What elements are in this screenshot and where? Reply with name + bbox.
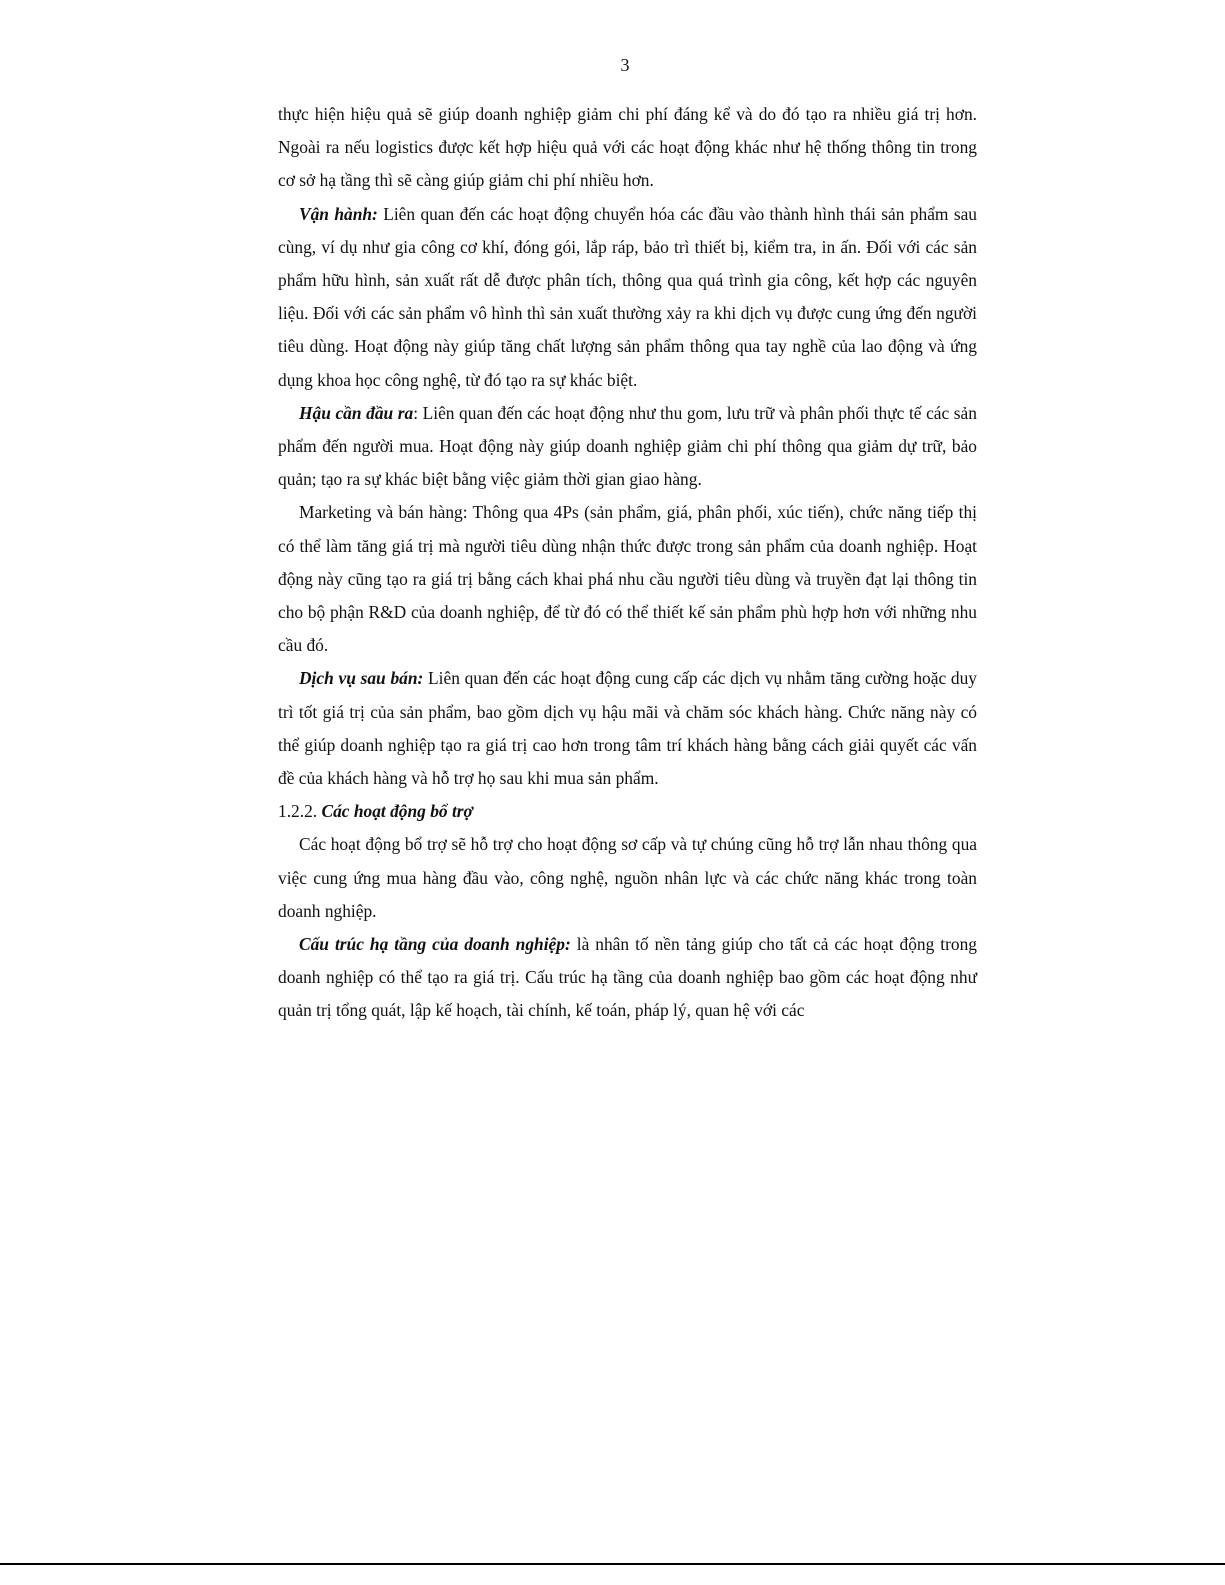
paragraph-support-activities: [278, 828, 977, 928]
section-title: Các hoạt động bổ trợ: [321, 801, 473, 822]
paragraph-text: Marketing và bán hàng: Thông qua 4Ps (sản phẩm, giá, phân phối, xúc tiến), chức năng tiếp thị có thể làm tăng giá trị mà người tiêu dùng nhận thức được trong sản phẩm của doanh nghiệp. Hoạt động này cũng tạo ra giá trị bằng cách khai phá nhu cầu người tiêu dùng và truyền đạt lại thông tin cho bộ phận R&D của doanh nghiệp, để từ đó có thể thiết kế sản phẩm phù hợp hơn với những nhu cầu đó.: [278, 502, 977, 656]
paragraph-infrastructure: [278, 928, 977, 1028]
paragraph-operations: [278, 198, 977, 397]
term-outbound-logistics: Hậu cần đầu ra: [299, 402, 414, 423]
document-body: [278, 98, 977, 1028]
paragraph-text: Liên quan đến các hoạt động chuyển hóa các đầu vào thành hình thái sản phẩm sau cùng, ví dụ như gia công cơ khí, đóng gói, lắp ráp, bảo trì thiết bị, kiểm tra, in ấn. Đối với các sản phẩm hữu hình, sản xuất rất dễ được phân tích, thông qua quá trình gia công, kết hợp các nguyên liệu. Đối với các sản phẩm vô hình thì sản xuất thường xảy ra khi dịch vụ được cung ứng đến người tiêu dùng. Hoạt động này giúp tăng chất lượng sản phẩm thông qua tay nghề của lao động và ứng dụng khoa học công nghệ, từ đó tạo ra sự khác biệt.: [278, 203, 978, 390]
paragraph-text: Các hoạt động bổ trợ sẽ hỗ trợ cho hoạt động sơ cấp và tự chúng cũng hỗ trợ lẫn nhau thông qua việc cung ứng mua hàng đầu vào, công nghệ, nguồn nhân lực và các chức năng khác trong toàn doanh nghiệp.: [278, 834, 977, 921]
paragraph-after-sales: [278, 662, 977, 795]
bottom-divider: [0, 1563, 1225, 1565]
term-operations: Vận hành:: [299, 203, 378, 224]
paragraph-text: thực hiện hiệu quả sẽ giúp doanh nghiệp giảm chi phí đáng kể và do đó tạo ra nhiều giá trị hơn. Ngoài ra nếu logistics được kết hợp hiệu quả với các hoạt động khác như hệ thống thông tin trong cơ sở hạ tầng thì sẽ càng giúp giảm chi phí nhiều hơn.: [278, 104, 977, 191]
section-heading: [278, 795, 977, 828]
paragraph-text: là nhân tố nền tảng giúp cho tất cả các hoạt động trong doanh nghiệp có thể tạo ra giá trị. Cấu trúc hạ tầng của doanh nghiệp bao gồm các hoạt động như quản trị tổng quát, lập kế hoạch, tài chính, kế toán, pháp lý, quan hệ với các: [278, 934, 977, 1021]
section-number: 1.2.2.: [278, 801, 318, 822]
paragraph-logistics-cont: [278, 98, 977, 198]
paragraph-text: Liên quan đến các hoạt động cung cấp các dịch vụ nhằm tăng cường hoặc duy trì tốt giá trị của sản phẩm, bao gồm dịch vụ hậu mãi và chăm sóc khách hàng. Chức năng này có thể giúp doanh nghiệp tạo ra giá trị cao hơn trong tâm trí khách hàng bằng cách giải quyết các vấn đề của khách hàng và hỗ trợ họ sau khi mua sản phẩm.: [278, 668, 977, 789]
paragraph-marketing-sales: [278, 496, 977, 662]
paragraph-outbound-logistics: [278, 397, 977, 497]
page-number: 3: [620, 55, 630, 75]
paragraph-text: : Liên quan đến các hoạt động như thu gom, lưu trữ và phân phối thực tế các sản phẩm đến người mua. Hoạt động này giúp doanh nghiệp giảm chi phí thông qua giảm dự trữ, bảo quản; tạo ra sự khác biệt bằng việc giảm thời gian giao hàng.: [278, 402, 977, 490]
term-after-sales: Dịch vụ sau bán:: [299, 668, 424, 689]
term-infrastructure: Cấu trúc hạ tầng của doanh nghiệp:: [299, 934, 571, 955]
